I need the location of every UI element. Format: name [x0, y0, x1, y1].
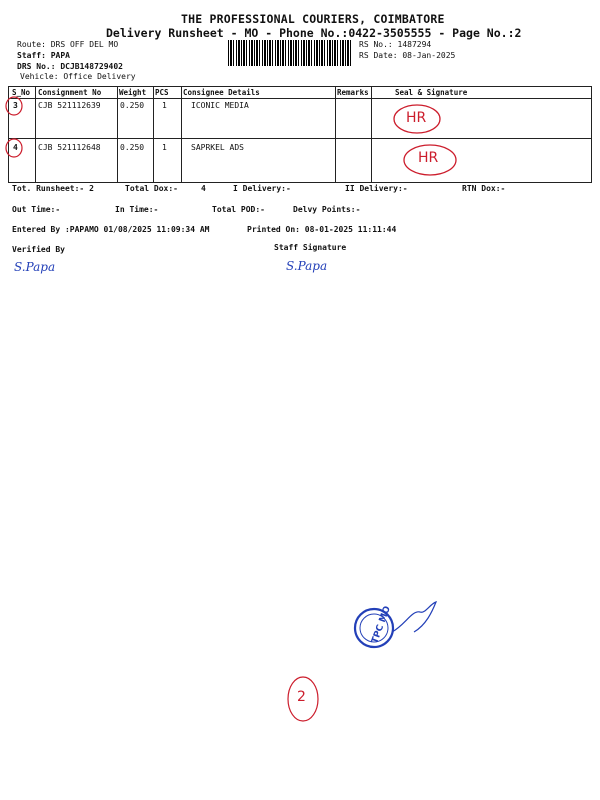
ii-delivery: II Delivery:-	[345, 184, 408, 193]
rtn-dox: RTN Dox:-	[462, 184, 506, 193]
col-sno-header: S_No	[12, 88, 31, 97]
rs-number: RS No.: 1487294	[359, 40, 432, 49]
stamp-signature-scribble	[392, 602, 436, 632]
entered-by: Entered By :PAPAMO 01/08/2025 11:09:34 AM	[12, 225, 210, 234]
staff-text: Staff: PAPA	[17, 51, 70, 60]
drs-number: DRS No.: DCJB148729402	[17, 62, 123, 71]
table-row-1-consignment: CJB 521112639	[38, 101, 101, 110]
verified-signature: S.Papa	[14, 260, 56, 274]
table-row-1-weight: 0.250	[120, 101, 145, 110]
page-mark: 2	[297, 689, 306, 705]
staff-signature: S.Papa	[286, 259, 328, 273]
table-row-2-consignment: CJB 521112648	[38, 143, 101, 152]
table-row-2-sno: 4	[13, 143, 18, 152]
total-dox-value: 4	[201, 184, 206, 193]
col-remarks-header: Remarks	[337, 88, 369, 97]
row-2-circle-mark	[6, 139, 22, 157]
runsheet-subtitle: Delivery Runsheet - MO - Phone No.:0422-3505555 - Page No.:2	[106, 26, 522, 40]
table-row-1-consignee: ICONIC MEDIA	[191, 101, 249, 110]
table-row-2-weight: 0.250	[120, 143, 145, 152]
row-1-seal-text: HR	[406, 110, 427, 126]
vehicle-text: Vehicle: Office Delivery	[20, 72, 136, 81]
in-time: In Time:-	[115, 205, 159, 214]
company-title: THE PROFESSIONAL COURIERS, COIMBATORE	[181, 12, 445, 26]
col-consignment-header: Consignment No	[38, 88, 102, 97]
row-1-circle-mark	[6, 97, 22, 115]
col-weight-header: Weight	[119, 88, 147, 97]
route-text: Route: DRS OFF DEL MO	[17, 40, 119, 49]
printed-on: Printed On: 08-01-2025 11:11:44	[247, 225, 397, 234]
rs-date: RS Date: 08-Jan-2025	[359, 51, 456, 60]
total-dox-label: Total Dox:-	[125, 184, 178, 193]
tot-runsheet: Tot. Runsheet:- 2	[12, 184, 94, 193]
table-row-1-pcs: 1	[162, 101, 167, 110]
col-seal-header: Seal & Signature	[395, 88, 468, 97]
table-row-1-sno: 3	[13, 101, 18, 110]
stamp-text: TPC MO	[370, 604, 393, 646]
row-2-seal-text: HR	[418, 150, 439, 166]
delvy-points: Delvy Points:-	[293, 205, 361, 214]
staff-signature-label: Staff Signature	[274, 243, 347, 252]
col-consignee-header: Consignee Details	[183, 88, 260, 97]
table-row-2-pcs: 1	[162, 143, 167, 152]
out-time: Out Time:-	[12, 205, 61, 214]
total-pod: Total POD:-	[212, 205, 265, 214]
i-delivery: I Delivery:-	[233, 184, 291, 193]
table-row-2-consignee: SAPRKEL ADS	[191, 143, 244, 152]
verified-by-label: Verified By	[12, 245, 65, 254]
col-pcs-header: PCS	[155, 88, 169, 97]
